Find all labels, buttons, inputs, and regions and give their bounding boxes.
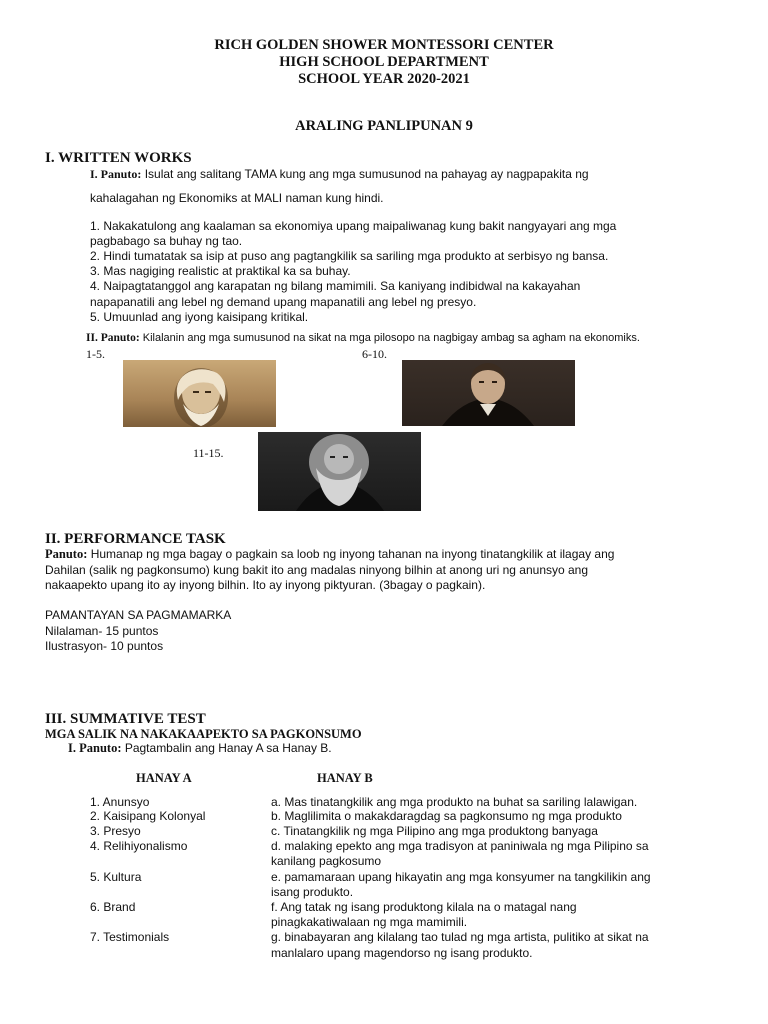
list-item: 4. Naipagtatanggol ang karapatan ng bilang mamimili. Sa kaniyang indibidwal na kakayahan xyxy=(90,279,581,293)
hanay-b-item: a. Mas tinatangkilik ang mga produkto na buhat sa sariling lalawigan. xyxy=(271,795,638,809)
panuto-1-text: Isulat ang salitang TAMA kung ang mga sumusunod na pahayag ay nagpapakita ng xyxy=(144,167,589,181)
subject-title: ARALING PANLIPUNAN 9 xyxy=(295,118,473,134)
performance-panuto xyxy=(45,547,614,562)
panuto-1-label: I. Panuto: xyxy=(90,167,142,181)
hanay-a-item: 4. Relihiyonalismo xyxy=(90,839,188,853)
list-item: napapanatili ang lebel ng demand upang mapanatili ang lebel ng presyo. xyxy=(90,295,477,309)
section-summative-test: III. SUMMATIVE TEST xyxy=(45,711,206,727)
portrait-image-3 xyxy=(258,432,421,511)
school-name: RICH GOLDEN SHOWER MONTESSORI CENTER xyxy=(214,37,554,53)
hanay-b-item: c. Tinatangkilik ng mga Pilipino ang mga produktong banyaga xyxy=(271,824,598,838)
list-item: 2. Hindi tumatatak sa isip at puso ang pagtangkilik sa sariling mga produkto at serbisyo ng bansa. xyxy=(90,249,609,263)
hanay-a-item: 6. Brand xyxy=(90,900,136,914)
hanay-b-item-cont: pinagkakatiwalaan ng mga mamimili. xyxy=(271,915,468,929)
rubric-item: Nilalaman- 15 puntos xyxy=(45,624,159,638)
column-header-hanay-a: HANAY A xyxy=(136,771,192,785)
performance-line-2: Dahilan (salik ng pagkonsumo) kung bakit ito ang madalas ninyong bilhin at anong uri ng anunsyo ang xyxy=(45,563,589,577)
summative-panuto-label: I. Panuto: xyxy=(68,741,122,755)
panuto-2 xyxy=(86,332,640,344)
hanay-a-item: 2. Kaisipang Kolonyal xyxy=(90,809,206,823)
list-item: 3. Mas nagiging realistic at praktikal ka sa buhay. xyxy=(90,264,351,278)
performance-panuto-label: Panuto: xyxy=(45,547,88,561)
hanay-a-item: 1. Anunsyo xyxy=(90,795,150,809)
hanay-b-item: d. malaking epekto ang mga tradisyon at paniniwala ng mga Pilipino sa xyxy=(271,839,649,853)
section-performance-task: II. PERFORMANCE TASK xyxy=(45,531,226,547)
hanay-b-item-cont: manlalaro upang magendorso ng isang produkto. xyxy=(271,946,533,960)
panuto-2-label: II. Panuto: xyxy=(86,332,140,344)
range-label-2: 6-10. xyxy=(362,347,387,361)
list-item: 1. Nakakatulong ang kaalaman sa ekonomiya upang maipaliwanag kung bakit nangyayari ang mga xyxy=(90,219,617,233)
hanay-b-item: f. Ang tatak ng isang produktong kilala na o matagal nang xyxy=(271,900,577,914)
hanay-b-item-cont: kanilang pagkosumo xyxy=(271,854,382,868)
panuto-1-text-cont: kahalagahan ng Ekonomiks at MALI naman kung hindi. xyxy=(90,191,384,205)
hanay-b-item: e. pamamaraan upang hikayatin ang mga konsyumer na tangkilikin ang xyxy=(271,870,651,884)
rubric-item: Ilustrasyon- 10 puntos xyxy=(45,639,164,653)
summative-panuto xyxy=(68,741,332,756)
portrait-image-2 xyxy=(402,360,575,426)
hanay-a-item: 5. Kultura xyxy=(90,870,142,884)
hanay-a-item: 3. Presyo xyxy=(90,824,141,838)
panuto-2-text: Kilalanin ang mga sumusunod na sikat na mga pilosopo na nagbigay ambag sa agham na ekonomiks. xyxy=(142,332,640,344)
school-year: SCHOOL YEAR 2020-2021 xyxy=(298,71,470,87)
hanay-a-item: 7. Testimonials xyxy=(90,930,170,944)
list-item: 5. Umuunlad ang iyong kaisipang kritikal. xyxy=(90,310,309,324)
performance-line-3: nakaapekto upang ito ay inyong bilhin. Ito ay inyong piktyuran. (3bagay o pagkain). xyxy=(45,578,486,592)
performance-line-1: Humanap ng mga bagay o pagkain sa loob ng inyong tahanan na inyong tinatangkilik at ilagay ang xyxy=(90,547,615,561)
range-label-3: 11-15. xyxy=(193,446,224,460)
hanay-b-item: g. binabayaran ang kilalang tao tulad ng mga artista, pulitiko at sikat na xyxy=(271,930,649,944)
department: HIGH SCHOOL DEPARTMENT xyxy=(279,54,489,70)
summative-panuto-text: Pagtambalin ang Hanay A sa Hanay B. xyxy=(124,741,332,755)
summative-subtitle: MGA SALIK NA NAKAKAAPEKTO SA PAGKONSUMO xyxy=(45,727,362,741)
panuto-1 xyxy=(90,167,589,182)
list-item: pagbabago sa buhay ng tao. xyxy=(90,234,243,248)
rubric-title: PAMANTAYAN SA PAGMAMARKA xyxy=(45,608,232,622)
section-written-works: I. WRITTEN WORKS xyxy=(45,150,192,166)
column-header-hanay-b: HANAY B xyxy=(317,771,373,785)
portrait-image-1 xyxy=(123,360,276,427)
range-label-1: 1-5. xyxy=(86,347,105,361)
hanay-b-item-cont: isang produkto. xyxy=(271,885,354,899)
hanay-b-item: b. Maglilimita o makakdaragdag sa pagkonsumo ng mga produkto xyxy=(271,809,622,823)
